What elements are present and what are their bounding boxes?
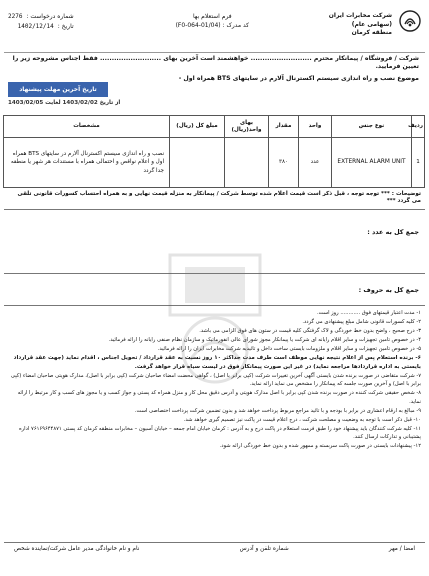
notes-line: توضیحات : *** توجه توجه ، قبل ذکر است قیمت اعلام شده توسط شرکت / پیمانکار به منزله قیمت نهایی و به همراه احتساب کسورات قانونی تلقی می گردد *** [4, 188, 425, 210]
col-header-item: نوع جنس [332, 116, 412, 138]
condition-item: ۲- کلیه کسورات قانونی شامل مبلغ پیشنهادی می گردد. [302, 319, 421, 326]
cell-unit: عدد [299, 138, 332, 188]
col-header-qty: مقدار [269, 116, 299, 138]
condition-item: ۴- در خصوص تامین تجهیزات و سایر اقلام رایانه ای شرکت یا پیمانکار مجوز شورای عالی انفورماتیک و سازمان نظام صنفی رایانه را ارائه فرمائید. [108, 337, 421, 344]
deadline-button[interactable]: تاریخ آخرین مهلت پیشنهاد [8, 82, 108, 97]
company-logo-icon [399, 10, 421, 32]
watermark-logo-icon [150, 245, 280, 395]
condition-item: ۶- برنده استعلام پس از اعلام نتیجه نهایی موظف است طرف مدت حداکثر ۱۰ روز نسبت به عقد قرارداد / تحویل اجناس ، اقدام نماید (جهت عقد قرارداد بایستی به اداره قراردادها مراجعه نماید) در غیر این صورت پیمانکار فوق در لیست سیاه قرار خواهد گرفت. [13, 355, 421, 370]
form-title-block [176, 12, 249, 30]
cell-description: نصب و راه اندازی سیستم اکسترنال آلارم در سایتهای BTS همراه اول و اعلام نواقص و احتمالی همراه با مستندات هر شهر یا منطقه جدا گردد [4, 138, 170, 188]
col-header-unit-price: بهای واحد(ریال) [225, 116, 269, 138]
intro-line-1: شرکت / فروشگاه / پیمانکار محترم .......................... خواهشمند است آخرین بهای .......................... فقط اجناس مشروحه زیر را تعیین فرمایید. [12, 55, 419, 70]
signature-row [4, 542, 425, 570]
condition-item: ۸- شخص حقیقی شرکت کننده در صورت برنده شدن کپی برابر با اصل مدارک هویتی و آدرس دقیق محل کار و منزل همراه کد پستی و جواز کسب و یا مجوز های کسب و کار مرتبط را ارائه نماید. [17, 390, 421, 405]
table-row [4, 138, 425, 188]
condition-item: ۵- در خصوص تامین تجهیزات و سایر اقلام و ملزومات بایستی ساخت داخل و تائیدیه شرکت مخابرات ایران را ارائه فرمائید. [157, 346, 421, 353]
request-number: 2276 [8, 13, 23, 20]
col-header-total: مبلغ کل (ریال) [170, 116, 225, 138]
col-header-desc: مشخصات [4, 116, 170, 138]
company-line-3: منطقه کرمان [351, 29, 392, 37]
condition-item: ۱۰- قبل ذکر است با توجه به وضعیت و مصلحت شرکت ، درج اعلام قیمت در پاکت نیز تصمیم گیری خواهد شد. [183, 416, 421, 423]
cell-item: EXTERNAL ALARM UNIT [332, 138, 412, 188]
condition-item: ۱۲- پیشنهادات بایستی در صورت پاکت سربسته و ممهور شده و بدون خط خوردگی ارائه شود. [219, 442, 421, 449]
total-words-label: جمع کل به حروف : [358, 285, 419, 294]
condition-item: ۳- درج صحیح ، واضح بدون خط خوردگی و لاک گرفتگی کلیه قیمت در ستون های فوق الزامی می باشد. [199, 328, 421, 335]
signature-name-label: نام و نام خانوادگی مدیر عامل شرکت/نماینده شخص [14, 546, 140, 552]
table-header-row [4, 116, 425, 138]
col-header-row: ردیف [412, 116, 425, 138]
company-name [329, 12, 392, 38]
total-numeric-label: جمع کل به عدد : [367, 227, 419, 236]
cell-total[interactable] [170, 138, 225, 188]
company-line-1: شرکت مخابرات ایران [328, 12, 392, 19]
document-code: کد مدرک : (F0-064-01/04) [175, 22, 249, 29]
col-header-unit: واحد [299, 116, 332, 138]
request-date-label: تاریخ : [57, 22, 74, 30]
condition-item: ۱- مدت اعتبار قیمتهای فوق ............ روز است. [316, 309, 421, 316]
items-table [3, 115, 425, 188]
cell-unit-price[interactable] [225, 138, 269, 188]
signature-contact-label: شماره تلفن و آدرس [239, 546, 289, 552]
cell-qty: ۳۸۰ [269, 138, 299, 188]
request-meta [8, 12, 74, 31]
subject-line: موضوع نصب و راه اندازی سیستم اکسترنال آلارم در سایتهای BTS همراه اول - [178, 74, 419, 82]
condition-item: ۷- شرکت متقاضی در صورت برنده شدن بایستی آگهی آخرین تغییرات شرکت (کپی برابر با اصل) ، گواهی محضت امضاء صاحبان شرکت (کپی برابر با اصل)، مدارک هویتی صاحبان امضاء (کپی برابر با اصل) و آخرین صورت جلسه که پیمانکار را مشخص می نماید ارائه نماید. [10, 373, 421, 388]
signature-stamp-label: امضا / مهر [388, 546, 415, 552]
form-header [4, 5, 425, 53]
request-number-label: شماره درخواست : [26, 13, 74, 20]
intro-section [4, 53, 425, 115]
request-date: 1402/12/14 [17, 22, 54, 30]
form-title: فرم استعلام بها [192, 13, 232, 20]
condition-item: ۱۱- کلیه شرکت کنندگان باید پیشنهاد خود را طبق فرمت استعلام در پاکت درج و به آدرس : کرمان خیابان امام جمعه – خیابان آسیون – مخابرات منطقه کرمان کد پستی ۷۶۱۶۹۶۴۴۸۷۱ اداره پشتیبانی و تدارکات ارسال کنند. [18, 425, 421, 440]
condition-item: ۹- مبالغ به ارقام اعشاری در برابر با بودجه و با تائید مراجع مربوط پرداخت خواهد شد و بدون تضمین شرکت پرداخت اختصاصی است. [134, 407, 421, 414]
company-line-2: (سهامی عام) [351, 20, 392, 28]
cell-row-number: 1 [412, 138, 425, 188]
deadline-dates: از تاریخ 1403/02/02 لغایت 1403/02/05 [8, 100, 121, 106]
